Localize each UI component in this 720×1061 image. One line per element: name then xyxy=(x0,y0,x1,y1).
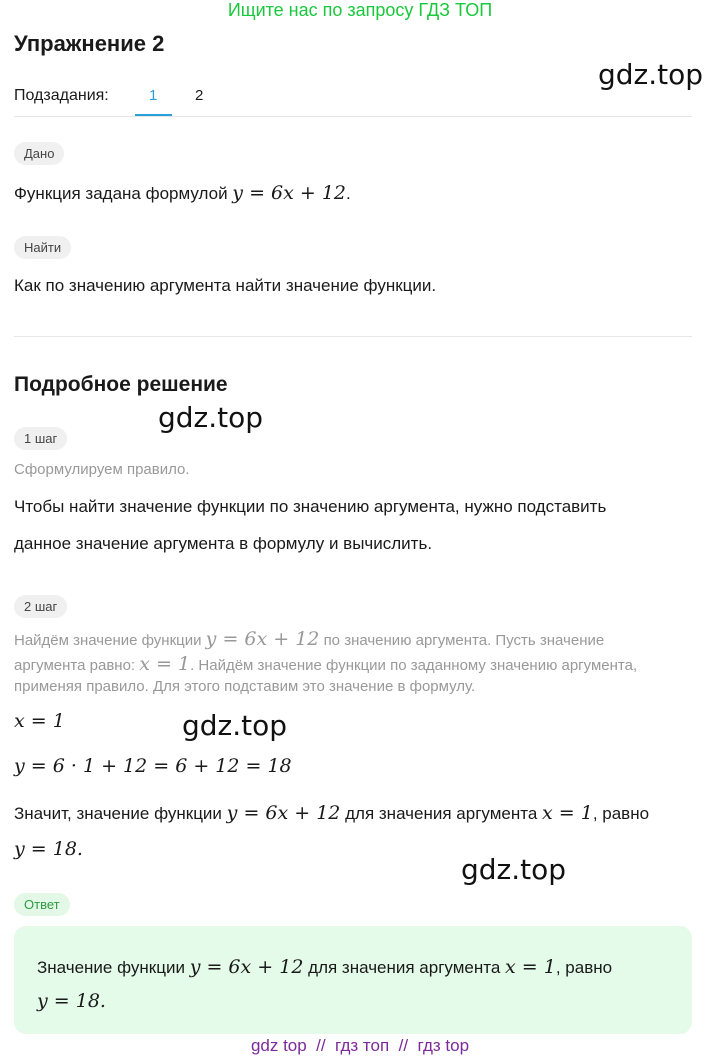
step2-hint-text: по значению аргумента. Пусть значение xyxy=(323,632,605,649)
watermark: gdz.top xyxy=(158,401,264,434)
hint-arg: x = 1 xyxy=(139,653,191,675)
given-label: Функция задана формулой xyxy=(14,184,228,203)
solution-heading: Подробное решение xyxy=(14,373,228,396)
step1-badge: 1 шаг xyxy=(14,427,67,450)
watermark: gdz.top xyxy=(461,853,567,886)
find-text: Как по значению аргумента найти значение функции. xyxy=(14,276,437,295)
step2-hint-line3: применяя правило. Для этого подставим это значение в формулу. xyxy=(14,678,476,695)
step2-hint-text: аргумента равно: xyxy=(14,657,136,674)
conclusion-result: y = 18. xyxy=(14,838,83,860)
step1-line1: Чтобы найти значение функции по значению аргумента, нужно подставить xyxy=(14,497,607,516)
given-badge: Дано xyxy=(14,142,64,165)
subtasks-label: Подзадания: xyxy=(14,87,109,104)
equation-arg: x = 1 xyxy=(14,710,65,732)
equation-calc: y = 6 · 1 + 12 = 6 + 12 = 18 xyxy=(14,755,292,777)
answer-result: y = 18. xyxy=(37,990,106,1012)
answer-arg: x = 1 xyxy=(505,956,556,978)
conclusion-text: , равно xyxy=(592,804,650,823)
answer-text: для значения аргумента xyxy=(308,958,501,977)
conclusion-formula: y = 6x + 12 xyxy=(226,802,341,824)
footer-links[interactable]: gdz top // гдз топ // гдз top xyxy=(250,1036,470,1055)
step1-hint: Сформулируем правило. xyxy=(14,461,190,478)
divider xyxy=(14,116,692,117)
answer-box xyxy=(14,926,692,1034)
top-banner[interactable]: Ищите нас по запросу ГДЗ ТОП xyxy=(227,0,493,20)
divider xyxy=(14,336,692,337)
conclusion-text: для значения аргумента xyxy=(345,804,538,823)
conclusion-line1 xyxy=(14,802,649,824)
tab-subtask-2[interactable]: 2 xyxy=(195,87,204,104)
step2-badge: 2 шаг xyxy=(14,595,67,618)
given-period: . xyxy=(346,184,351,203)
watermark: gdz.top xyxy=(182,709,288,742)
step2-hint-text: . Найдём значение функции по заданному значению аргумента, xyxy=(190,657,638,674)
conclusion-text: Значит, значение функции xyxy=(14,804,222,823)
given-formula: y = 6x + 12 xyxy=(232,182,347,204)
watermark: gdz.top xyxy=(598,58,704,91)
hint-formula: y = 6x + 12 xyxy=(205,628,320,650)
given-text xyxy=(14,182,351,204)
step2-hint-text: Найдём значение функции xyxy=(14,632,202,649)
step2-hint-line2 xyxy=(14,653,637,675)
step2-hint-line1 xyxy=(14,628,604,650)
answer-text: , равно xyxy=(555,958,613,977)
answer-formula: y = 6x + 12 xyxy=(189,956,304,978)
answer-text: Значение функции xyxy=(37,958,185,977)
conclusion-arg: x = 1 xyxy=(542,802,593,824)
step1-line2: данное значение аргумента в формулу и вычислить. xyxy=(14,534,433,553)
answer-badge: Ответ xyxy=(14,893,70,916)
find-badge: Найти xyxy=(14,236,71,259)
page-title: Упражнение 2 xyxy=(14,31,165,56)
answer-line1 xyxy=(37,956,612,978)
tab-subtask-1[interactable]: 1 xyxy=(149,87,158,104)
